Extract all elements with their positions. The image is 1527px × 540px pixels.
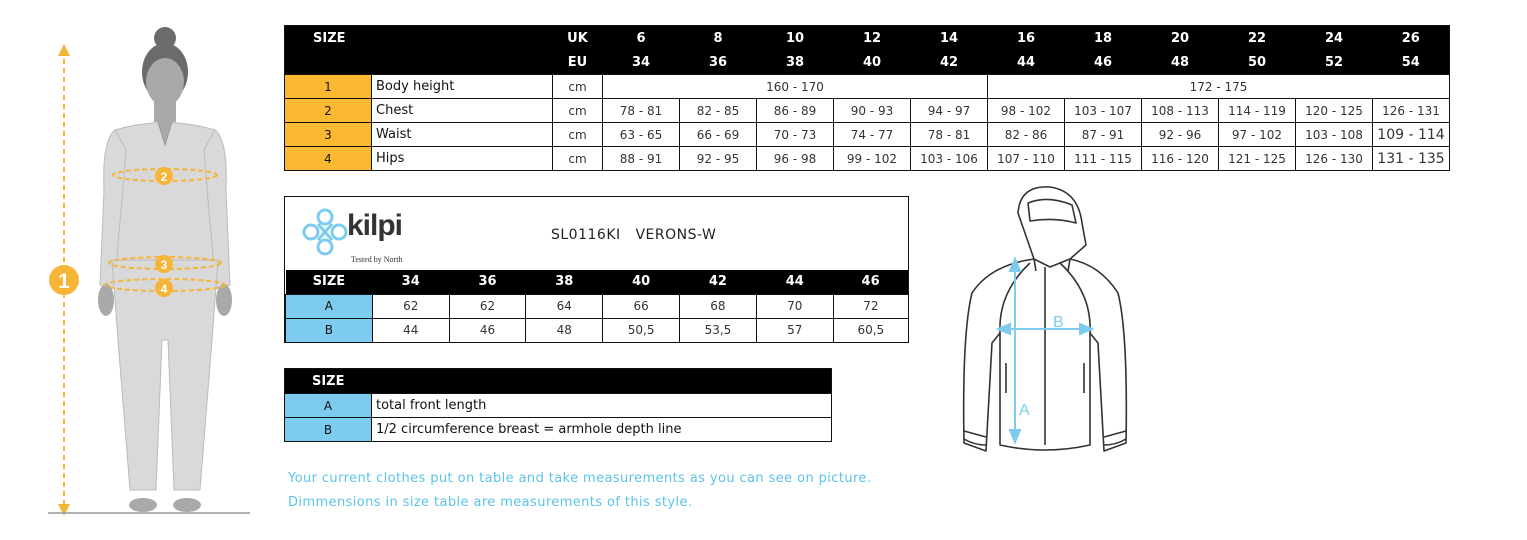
measure-b-value: 60,5 (833, 318, 908, 342)
hips-value: 107 - 110 (988, 147, 1065, 171)
waist-value: 87 - 91 (1065, 123, 1142, 147)
eu-size: 44 (988, 51, 1065, 75)
product-measure-table (285, 270, 908, 342)
measure-b-value: 48 (526, 318, 603, 342)
knot-logo-icon (301, 207, 349, 257)
eu-size: 46 (1065, 51, 1142, 75)
row-unit: cm (553, 147, 603, 171)
waist-value: 78 - 81 (911, 123, 988, 147)
chest-value: 94 - 97 (911, 99, 988, 123)
hips-value: 121 - 125 (1219, 147, 1296, 171)
row-number: 1 (285, 75, 372, 99)
measure-a-value: 72 (833, 294, 908, 318)
height-range: 172 - 175 (988, 75, 1450, 99)
product-size: 44 (756, 270, 833, 294)
product-size: 36 (449, 270, 526, 294)
hips-value: 99 - 102 (834, 147, 911, 171)
measure-a-value: 68 (680, 294, 757, 318)
chest-row (285, 99, 1450, 123)
row-unit: cm (553, 123, 603, 147)
jacket-diagram (950, 183, 1140, 473)
legend-text: total front length (372, 394, 832, 418)
uk-size: 14 (911, 26, 988, 51)
product-size-header-row (286, 270, 909, 294)
chest-value: 108 - 113 (1142, 99, 1219, 123)
measure-a-value: 70 (756, 294, 833, 318)
measure-a-row (286, 294, 909, 318)
row-number: 2 (285, 99, 372, 123)
hips-value: 116 - 120 (1142, 147, 1219, 171)
legend-b-row (285, 418, 832, 442)
row-unit: cm (553, 99, 603, 123)
eu-size: 36 (680, 51, 757, 75)
uk-size: 8 (680, 26, 757, 51)
instruction-note: Dimmensions in size table are measurements of this style. (288, 495, 693, 510)
legend-header-row (285, 369, 832, 394)
uk-size: 16 (988, 26, 1065, 51)
hips-value: 111 - 115 (1065, 147, 1142, 171)
row-name: Body height (372, 75, 553, 99)
brand-logo (301, 203, 411, 267)
height-range: 160 - 170 (603, 75, 988, 99)
hips-marker: 4 (160, 282, 168, 296)
hips-row (285, 147, 1450, 171)
row-name: Hips (372, 147, 553, 171)
measure-label: B (286, 318, 373, 342)
hips-value: 126 - 130 (1296, 147, 1373, 171)
waist-value: 92 - 96 (1142, 123, 1219, 147)
chest-value: 103 - 107 (1065, 99, 1142, 123)
product-size: 46 (833, 270, 908, 294)
brand-tagline: Tested by North (351, 255, 403, 264)
size-chart-table (284, 25, 1450, 171)
size-header: SIZE (285, 26, 553, 51)
measure-b-label: B (1053, 314, 1064, 331)
measurement-legend-table (284, 368, 832, 442)
uk-size: 26 (1373, 26, 1450, 51)
eu-size: 40 (834, 51, 911, 75)
measure-label: A (286, 294, 373, 318)
measure-a-label: A (1019, 402, 1030, 419)
size-header: SIZE (285, 369, 372, 394)
waist-value: 63 - 65 (603, 123, 680, 147)
uk-size: 12 (834, 26, 911, 51)
row-number: 4 (285, 147, 372, 171)
waist-marker: 3 (160, 258, 168, 272)
waist-value: 70 - 73 (757, 123, 834, 147)
legend-label: A (285, 394, 372, 418)
measure-b-value: 46 (449, 318, 526, 342)
row-unit: cm (553, 75, 603, 99)
measure-b-value: 44 (372, 318, 449, 342)
legend-a-row (285, 394, 832, 418)
uk-size: 18 (1065, 26, 1142, 51)
uk-size-row (285, 26, 1450, 51)
chest-marker: 2 (160, 170, 168, 184)
body-figure (40, 20, 260, 520)
waist-value: 66 - 69 (680, 123, 757, 147)
row-number: 3 (285, 123, 372, 147)
product-size: 38 (526, 270, 603, 294)
uk-label: UK (553, 26, 603, 51)
uk-size: 24 (1296, 26, 1373, 51)
waist-value: 103 - 108 (1296, 123, 1373, 147)
height-marker: 1 (58, 270, 70, 293)
product-size: 40 (603, 270, 680, 294)
measure-a-value: 64 (526, 294, 603, 318)
waist-value: 97 - 102 (1219, 123, 1296, 147)
chest-value: 114 - 119 (1219, 99, 1296, 123)
hips-value: 88 - 91 (603, 147, 680, 171)
eu-label: EU (553, 51, 603, 75)
measure-a-value: 62 (449, 294, 526, 318)
body-height-row (285, 75, 1450, 99)
waist-value: 109 - 114 (1373, 123, 1450, 147)
product-size-table (284, 196, 909, 343)
uk-size: 20 (1142, 26, 1219, 51)
eu-size: 52 (1296, 51, 1373, 75)
uk-size: 22 (1219, 26, 1296, 51)
waist-value: 74 - 77 (834, 123, 911, 147)
eu-size: 38 (757, 51, 834, 75)
eu-size: 42 (911, 51, 988, 75)
measure-a-value: 62 (372, 294, 449, 318)
row-name: Waist (372, 123, 553, 147)
product-size: 42 (680, 270, 757, 294)
hips-value: 131 - 135 (1373, 147, 1450, 171)
measure-b-value: 50,5 (603, 318, 680, 342)
eu-size-row (285, 51, 1450, 75)
waist-row (285, 123, 1450, 147)
measure-a-value: 66 (603, 294, 680, 318)
eu-size: 48 (1142, 51, 1219, 75)
hips-value: 96 - 98 (757, 147, 834, 171)
measure-b-value: 53,5 (680, 318, 757, 342)
measure-b-row (286, 318, 909, 342)
chest-value: 98 - 102 (988, 99, 1065, 123)
chest-value: 82 - 85 (680, 99, 757, 123)
product-size: 34 (372, 270, 449, 294)
chest-value: 126 - 131 (1373, 99, 1450, 123)
hips-value: 103 - 106 (911, 147, 988, 171)
legend-text: 1/2 circumference breast = armhole depth line (372, 418, 832, 442)
product-code: SL0116KI VERONS-W (551, 227, 717, 243)
eu-size: 54 (1373, 51, 1450, 75)
instruction-note: Your current clothes put on table and take measurements as you can see on picture. (288, 471, 872, 486)
brand-name: kilpi (347, 209, 403, 242)
uk-size: 6 (603, 26, 680, 51)
chest-value: 90 - 93 (834, 99, 911, 123)
row-name: Chest (372, 99, 553, 123)
waist-value: 82 - 86 (988, 123, 1065, 147)
chest-value: 120 - 125 (1296, 99, 1373, 123)
hips-value: 92 - 95 (680, 147, 757, 171)
legend-label: B (285, 418, 372, 442)
measure-b-value: 57 (756, 318, 833, 342)
chest-value: 86 - 89 (757, 99, 834, 123)
chest-value: 78 - 81 (603, 99, 680, 123)
size-header: SIZE (286, 270, 373, 294)
uk-size: 10 (757, 26, 834, 51)
eu-size: 50 (1219, 51, 1296, 75)
eu-size: 34 (603, 51, 680, 75)
